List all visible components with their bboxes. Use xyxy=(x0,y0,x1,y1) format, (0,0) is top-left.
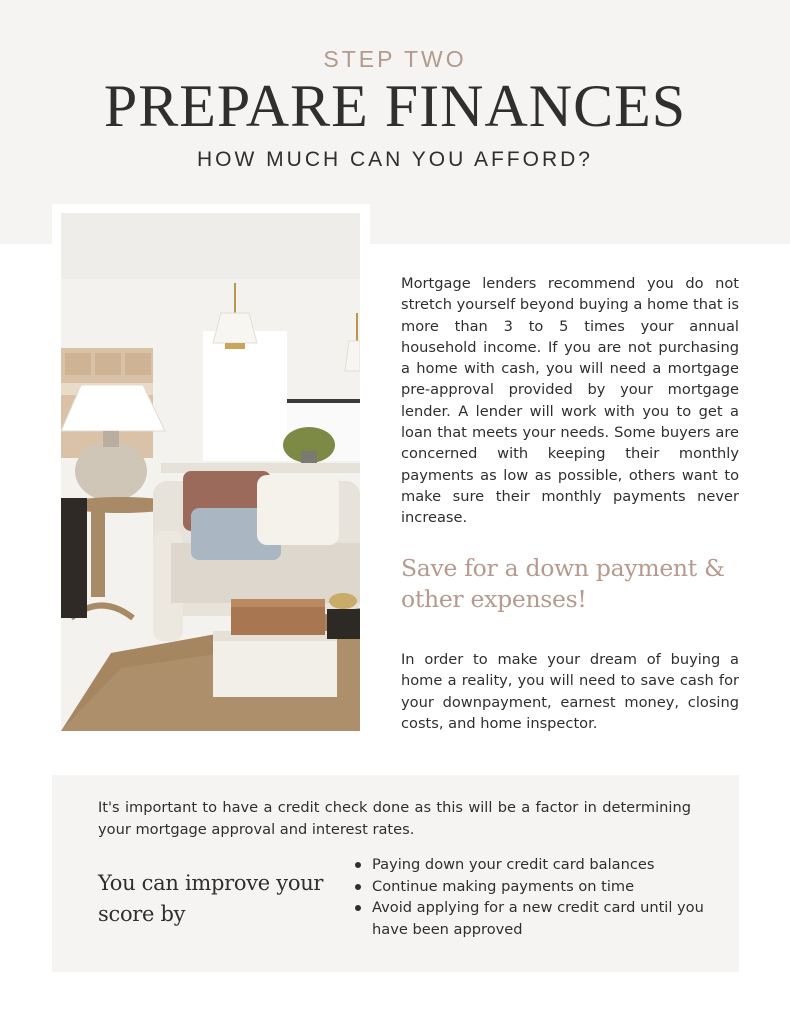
bullet-icon xyxy=(355,884,361,890)
tip-text: Continue making payments on time xyxy=(372,877,635,895)
list-item xyxy=(354,897,714,940)
credit-note: It's important to have a credit check done as this will be a factor in determining your mortgage approval and interest rates. xyxy=(98,799,691,838)
page-subtitle: HOW MUCH CAN YOU AFFORD? xyxy=(197,148,593,171)
step-label: STEP TWO xyxy=(323,46,467,72)
intro-paragraph: Mortgage lenders recommend you do not stretch yourself beyond buying a home that is more than 3 to 5 times your annual household income. If you are not purchasing a home with cash, you will need a mortgage pre-approval provided by your mortgage lender. A lender will work with you to get a loan that meets your needs. Some buyers are concerned with keeping their monthly payments as low as possible, others want to make sure their monthly payments never increase. xyxy=(401,275,739,527)
savings-paragraph: In order to make your dream of buying a home a reality, you will need to save cash for your downpayment, earnest money, closing costs, and home inspector. xyxy=(401,651,739,732)
list-item xyxy=(354,876,714,898)
living-room-photo xyxy=(61,213,360,731)
bullet-icon xyxy=(355,862,361,868)
tip-text: Paying down your credit card balances xyxy=(372,856,655,873)
improve-score-heading: You can improve your score by xyxy=(98,871,324,926)
savings-heading: Save for a down payment & other expenses! xyxy=(401,554,725,613)
credit-tips-list xyxy=(354,854,714,940)
tip-text: Avoid applying for a new credit card until you have been approved xyxy=(372,899,704,938)
list-item xyxy=(354,854,714,876)
page-title: PREPARE FINANCES xyxy=(103,73,687,139)
bullet-icon xyxy=(355,905,361,911)
